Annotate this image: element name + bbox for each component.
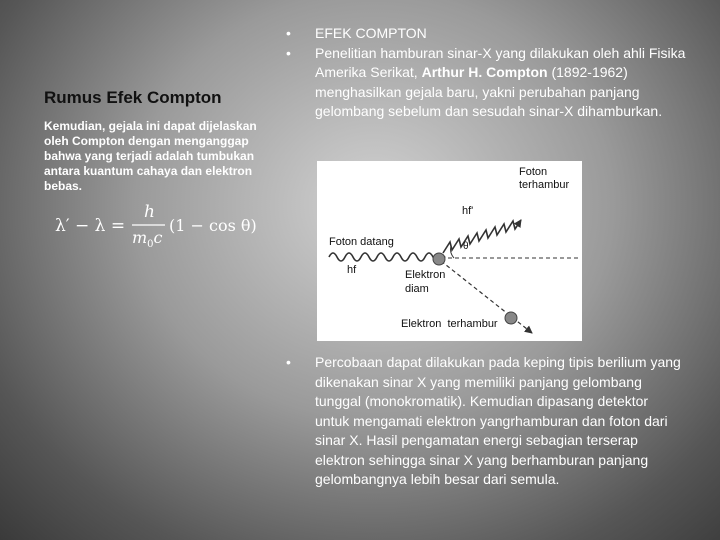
bullet-research-name: Arthur H. Compton	[421, 64, 548, 80]
bullet-item-experiment	[286, 353, 686, 490]
label-hf-prime: hf'	[462, 205, 474, 217]
formula-description: Kemudian, gejala ini dapat dijelaskan oleh Compton dengan menganggap bahwa yang terjadi adalah tumbukan antara kuantum cahaya dan elektron bebas.	[44, 119, 257, 193]
bullet-dot: •	[286, 25, 291, 41]
bullet-list-top	[286, 24, 686, 122]
electron-at-rest-dot	[433, 253, 445, 265]
bullet-item-research	[286, 44, 686, 122]
bullet-heading-text: EFEK COMPTON	[315, 25, 427, 41]
label-theta: θ	[463, 241, 469, 252]
bullet-item-heading	[286, 24, 686, 44]
compton-formula	[50, 201, 265, 249]
formula-lhs: λ′ − λ =	[55, 216, 126, 236]
scattered-photon-wave	[443, 220, 521, 253]
bullet-experiment-text: Percobaan dapat dilakukan pada keping tipis berilium yang dikenakan sinar X yang memiliki panjang gelombang tunggal (monokromatik). Kemudian dipasang detektor untuk mengamati elektron yangrhamburan dan foton dari sinar X. Hasil pengamatan energi sebagian terserap elektron sehingga sinar X yang berhamburan panjang gelombangnya lebih besar dari semula.	[315, 354, 681, 487]
label-elektron-terhambur: Elektron terhambur	[401, 318, 498, 330]
label-hf: hf	[347, 264, 357, 276]
formula-denominator: $m_0c$	[132, 228, 163, 249]
label-foton-datang: Foton datang	[329, 236, 394, 248]
formula-paren: (1 − cos θ)	[169, 216, 257, 235]
label-foton-terhambur-line1: Foton	[519, 166, 548, 178]
formula-numerator: h	[144, 202, 155, 222]
formula-title: Rumus Efek Compton	[44, 88, 222, 107]
bullet-research-pre: Penelitian hamburan sinar-X yang dilakukan oleh ahli Fisika Amerika Serikat,	[315, 44, 686, 80]
label-elektron-diam-line1: Elektron	[405, 269, 446, 281]
bullet-dot: •	[286, 44, 291, 61]
compton-scattering-diagram	[317, 161, 582, 341]
scattered-electron-dot	[505, 312, 517, 324]
bullet-research-post: (1892-1962) menghasilkan gejala baru, yakni perubahan panjang gelombang sebelum dan sesudah sinar-X dihamburkan.	[315, 64, 663, 119]
label-elektron-diam-line2: diam	[405, 283, 429, 295]
incident-photon-wave	[329, 253, 445, 261]
bullet-dot: •	[286, 354, 291, 370]
bullet-list-bottom	[286, 353, 686, 490]
label-foton-terhambur-line2: terhambur	[519, 179, 570, 191]
